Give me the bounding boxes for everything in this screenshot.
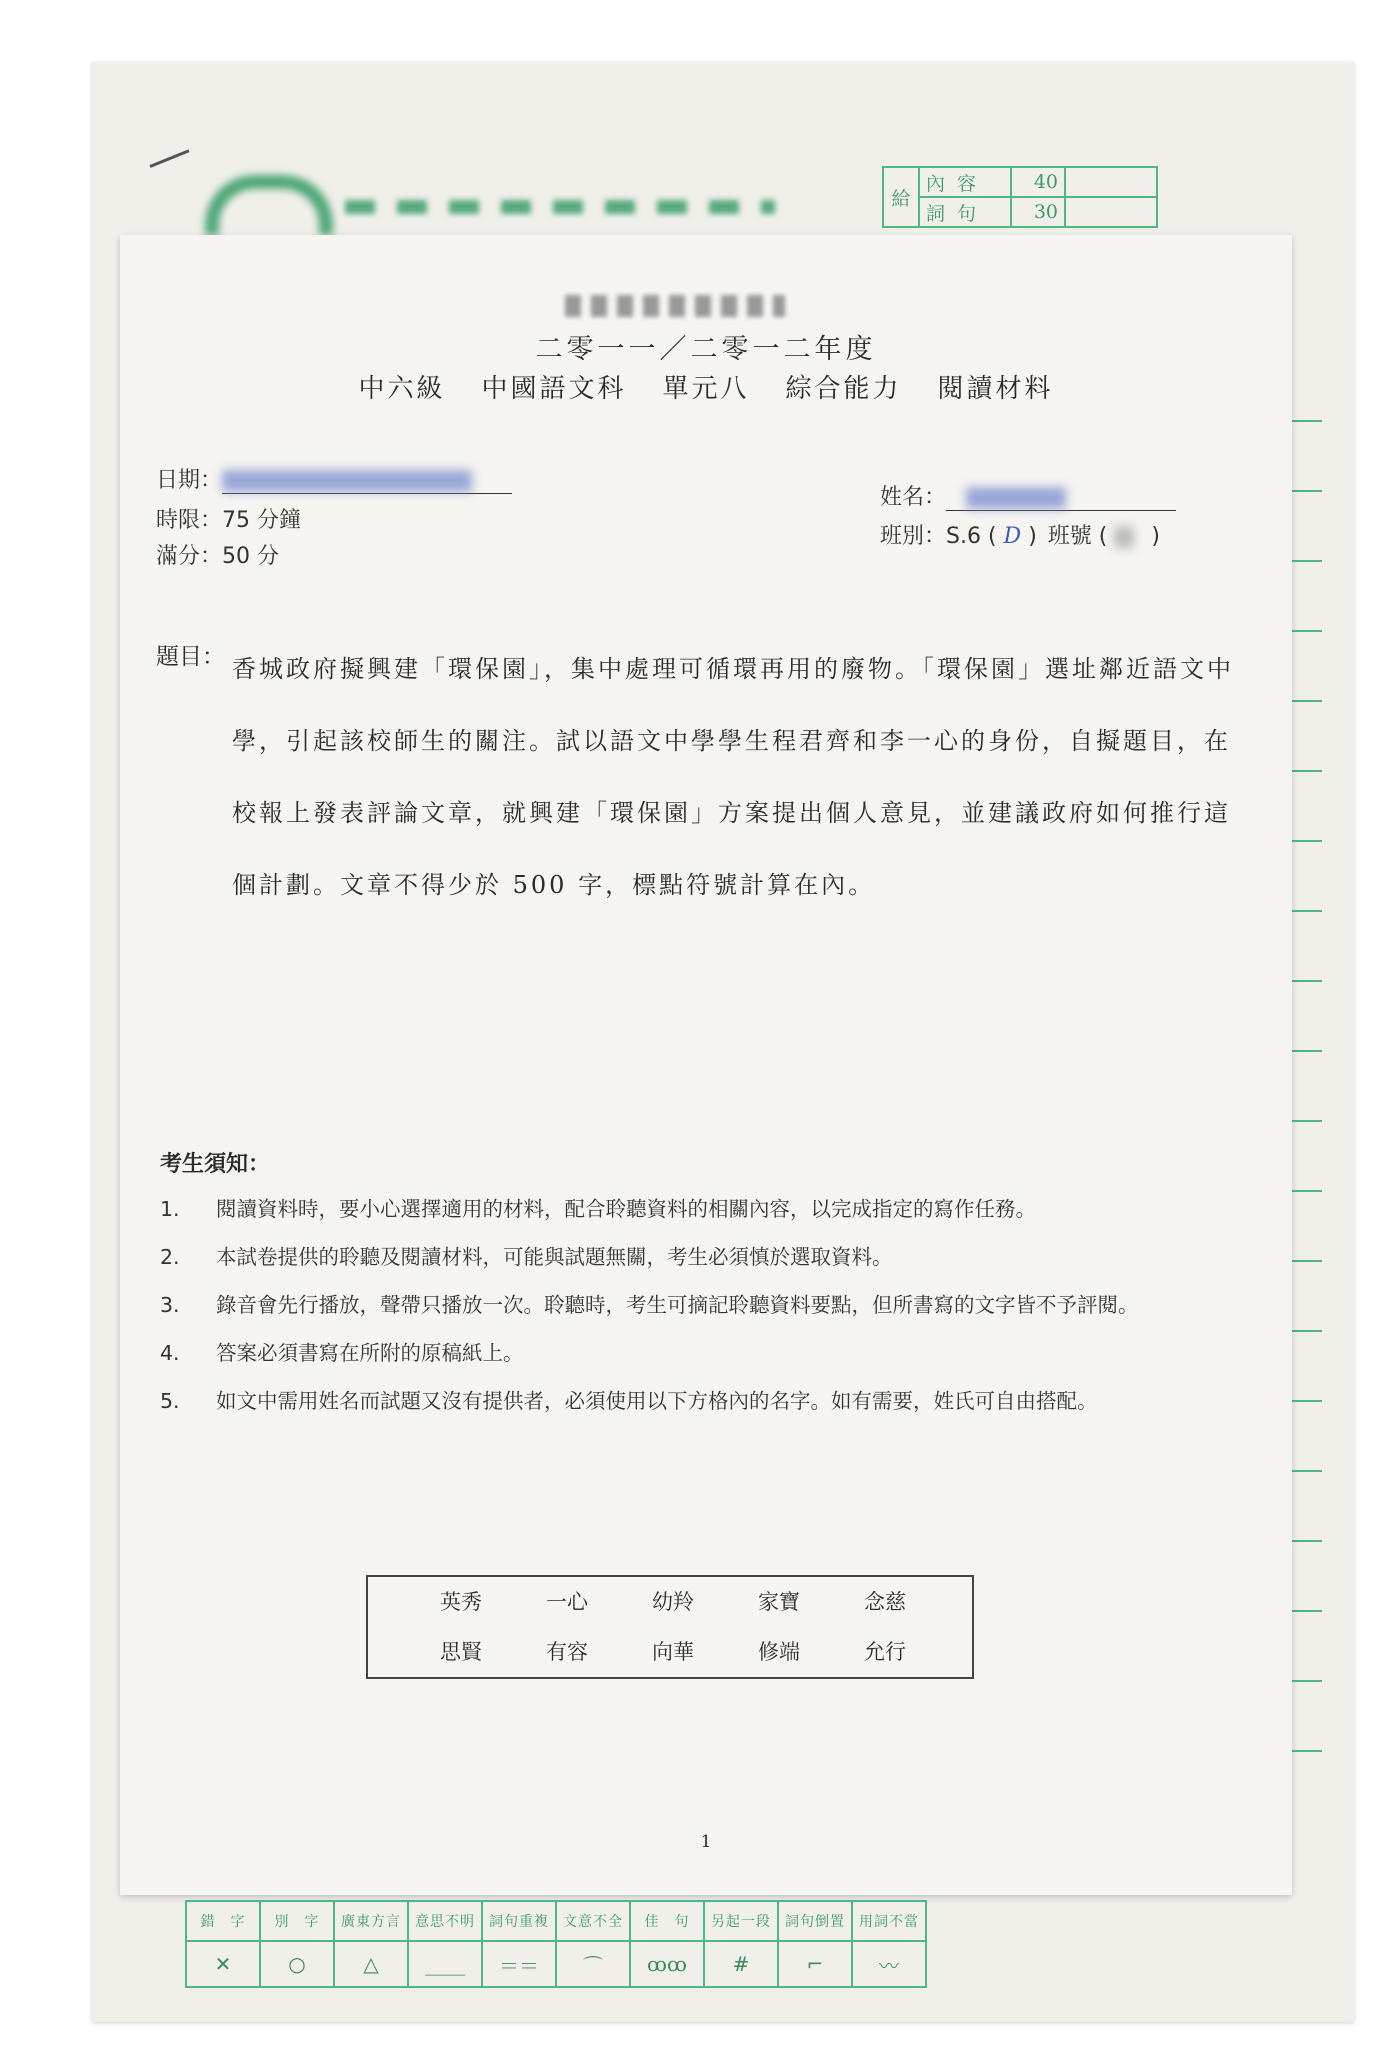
note-number: 3. <box>160 1293 180 1317</box>
name-option: 允行 <box>864 1640 906 1664</box>
notes-heading: 考生須知： <box>160 1152 271 1177</box>
margin-tick <box>1288 1120 1322 1122</box>
margin-tick <box>1288 1330 1322 1332</box>
course-title <box>120 368 1292 405</box>
margin-tick <box>1288 840 1322 842</box>
name-option: 家寶 <box>758 1590 800 1614</box>
note-item <box>160 1238 1220 1276</box>
number-label: 班號 ( <box>1047 524 1108 549</box>
incomplete-symbol: ⌒ <box>556 1941 630 1987</box>
course-section: 綜合能力 <box>785 374 902 404</box>
number-close: ) <box>1151 524 1160 549</box>
new-paragraph-symbol: # <box>704 1941 778 1987</box>
note-number: 1. <box>160 1197 180 1221</box>
mark-content-score[interactable] <box>1065 167 1157 197</box>
name-option: 幼羚 <box>652 1590 694 1614</box>
name-option: 念慈 <box>864 1590 906 1614</box>
question-label: 題目： <box>156 644 225 670</box>
question-paper <box>120 235 1292 1895</box>
margin-tick <box>1288 1610 1322 1612</box>
name-option: 有容 <box>546 1640 588 1664</box>
name-label: 姓名： <box>880 485 947 510</box>
name-field[interactable] <box>946 485 1176 511</box>
name-option: 一心 <box>546 1590 588 1614</box>
page-number: 1 <box>700 1832 712 1852</box>
margin-tick <box>1288 630 1322 632</box>
mark-box <box>882 166 1158 228</box>
date-row <box>156 463 512 494</box>
unclear-symbol: ＿＿ <box>408 1941 482 1987</box>
mark-wording-max: 30 <box>1011 197 1065 227</box>
mark-content-label: 內容 <box>919 167 1011 197</box>
number-redacted[interactable] <box>1114 526 1134 548</box>
margin-tick <box>1288 1470 1322 1472</box>
note-text: 答案必須書寫在所附的原稿紙上。 <box>216 1341 524 1365</box>
margin-tick <box>1288 1190 1322 1192</box>
corr-label: 另起一段 <box>704 1901 778 1941</box>
corr-label: 廣東方言 <box>334 1901 408 1941</box>
name-row <box>880 480 1176 511</box>
time-limit: 時限：75 分鐘 <box>156 508 301 533</box>
course-material: 閱讀材料 <box>937 374 1054 404</box>
wrong-word-symbol: 〰 <box>852 1941 926 1987</box>
note-text: 錄音會先行播放，聲帶只播放一次。聆聽時，考生可摘記聆聽資料要點，但所書寫的文字皆不予評閱。 <box>216 1293 1139 1317</box>
corr-label: 意思不明 <box>408 1901 482 1941</box>
typo-symbol: ○ <box>260 1941 334 1987</box>
cantonese-symbol: △ <box>334 1941 408 1987</box>
mark-wording-label: 詞句 <box>919 197 1011 227</box>
margin-tick <box>1288 1540 1322 1542</box>
names-box <box>366 1575 974 1679</box>
margin-tick <box>1288 1260 1322 1262</box>
notes-list <box>160 1190 1220 1430</box>
note-item <box>160 1334 1220 1372</box>
course-subject: 中國語文科 <box>481 374 627 404</box>
mark-give-label: 給 <box>883 167 919 227</box>
margin-tick <box>1288 770 1322 772</box>
course-form: 中六級 <box>358 374 446 404</box>
name-option: 修端 <box>758 1640 800 1664</box>
corr-label: 文意不全 <box>556 1901 630 1941</box>
correction-marks-table <box>185 1900 927 1988</box>
name-option: 英秀 <box>440 1590 482 1614</box>
good-sentence-symbol: ꝏꝏ <box>630 1941 704 1987</box>
note-item <box>160 1190 1220 1228</box>
margin-tick <box>1288 490 1322 492</box>
school-name-redacted <box>565 295 785 317</box>
margin-tick <box>1288 1400 1322 1402</box>
note-text: 如文中需用姓名而試題又沒有提供者，必須使用以下方格內的名字。如有需要，姓氏可自由搭配。 <box>216 1389 1098 1413</box>
name-option: 思賢 <box>440 1640 482 1664</box>
note-number: 4. <box>160 1341 180 1365</box>
margin-tick <box>1288 560 1322 562</box>
note-item <box>160 1286 1220 1324</box>
date-field[interactable] <box>222 468 512 494</box>
corr-label: 別 字 <box>260 1901 334 1941</box>
name-redacted <box>966 487 1066 509</box>
wrong-char-symbol: ✕ <box>186 1941 260 1987</box>
margin-tick <box>1288 1680 1322 1682</box>
academic-year: 二零一一／二零一二年度 <box>535 334 877 365</box>
corr-label: 錯 字 <box>186 1901 260 1941</box>
full-marks: 滿分：50 分 <box>156 544 279 569</box>
note-number: 2. <box>160 1245 180 1269</box>
inverted-symbol: ⌐ <box>778 1941 852 1987</box>
school-name-redacted <box>345 200 775 214</box>
corr-label: 詞句倒置 <box>778 1901 852 1941</box>
mark-content-max: 40 <box>1011 167 1065 197</box>
note-text: 閱讀資料時，要小心選擇適用的材料，配合聆聽資料的相關內容，以完成指定的寫作任務。 <box>216 1197 1036 1221</box>
corr-label: 詞句重複 <box>482 1901 556 1941</box>
mark-wording-score[interactable] <box>1065 197 1157 227</box>
margin-tick <box>1288 1750 1322 1752</box>
margin-tick <box>1288 1050 1322 1052</box>
class-row <box>880 519 1160 550</box>
name-option: 向華 <box>652 1640 694 1664</box>
date-redacted <box>222 470 472 492</box>
margin-tick <box>1288 700 1322 702</box>
class-close: ) <box>1028 524 1037 549</box>
note-item <box>160 1382 1220 1420</box>
class-label: 班別：S.6 ( <box>880 524 997 549</box>
note-number: 5. <box>160 1389 180 1413</box>
margin-tick <box>1288 980 1322 982</box>
margin-tick <box>1288 420 1322 422</box>
repeat-symbol: ＝＝ <box>482 1941 556 1987</box>
question-text: 香城政府擬興建「環保園」，集中處理可循環再用的廢物。「環保園」選址鄰近語文中學，引起該校師生的關注。試以語文中學學生程君齊和李一心的身份，自擬題目，在校報上發表評論文章，就興建「環保園」方案提出個人意見，並建議政府如何推行這個計劃。文章不得少於 500 字，標點符號計算在內。 <box>232 655 1234 899</box>
date-label: 日期： <box>156 468 223 493</box>
class-value[interactable]: D <box>1003 524 1022 549</box>
corr-label: 用詞不當 <box>852 1901 926 1941</box>
course-unit: 單元八 <box>662 374 750 404</box>
note-text: 本試卷提供的聆聽及閱讀材料，可能與試題無關，考生必須慎於選取資料。 <box>216 1245 893 1269</box>
margin-tick <box>1288 910 1322 912</box>
corr-label: 佳 句 <box>630 1901 704 1941</box>
